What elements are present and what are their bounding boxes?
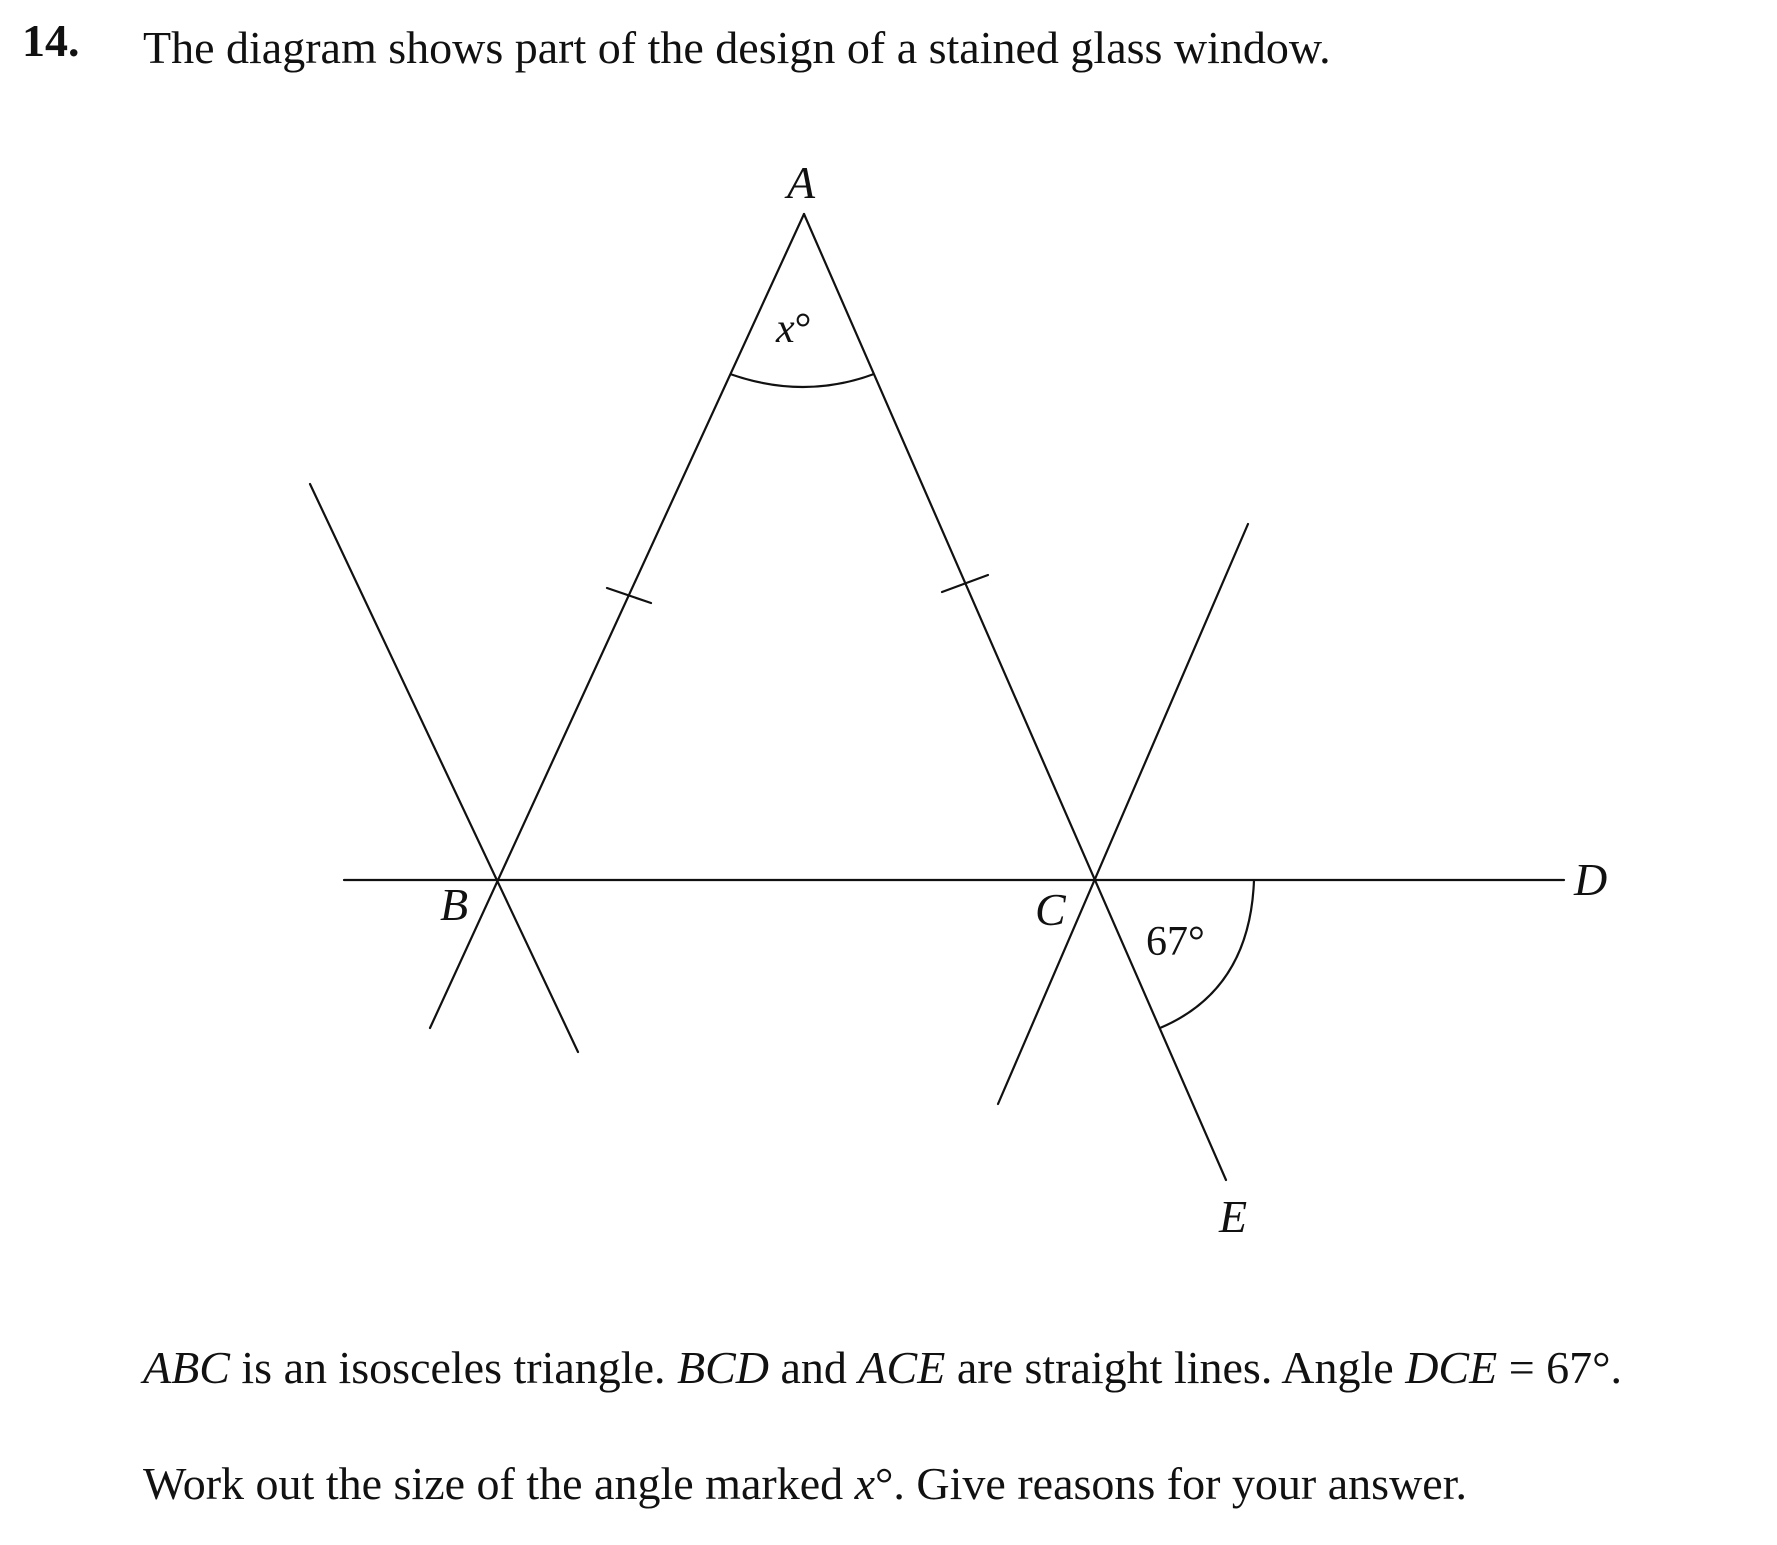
point-label-e: E (1219, 1191, 1248, 1242)
angle-label-dce: 67° (1146, 919, 1205, 965)
line-ab (430, 214, 804, 1028)
angle-label-x: x° (776, 306, 812, 352)
line-ace (804, 214, 1226, 1180)
point-label-d: D (1574, 854, 1608, 905)
question-number: 14. (22, 15, 80, 66)
tick-mark-ac (942, 575, 988, 592)
line-through-b (310, 484, 578, 1052)
question-intro: The diagram shows part of the design of a stained glass window. (143, 22, 1331, 73)
point-label-b: B (440, 879, 469, 930)
point-label-a: A (787, 157, 816, 208)
line-through-c (998, 524, 1248, 1104)
point-label-c: C (1035, 884, 1066, 935)
problem-statement: ABC is an isosceles triangle. BCD and ACE are straight lines. Angle DCE = 67°. (143, 1342, 1623, 1393)
task-instruction: Work out the size of the angle marked x°. Give reasons for your answer. (143, 1458, 1467, 1509)
angle-arc-x (730, 374, 874, 387)
tick-mark-ab (607, 588, 651, 603)
